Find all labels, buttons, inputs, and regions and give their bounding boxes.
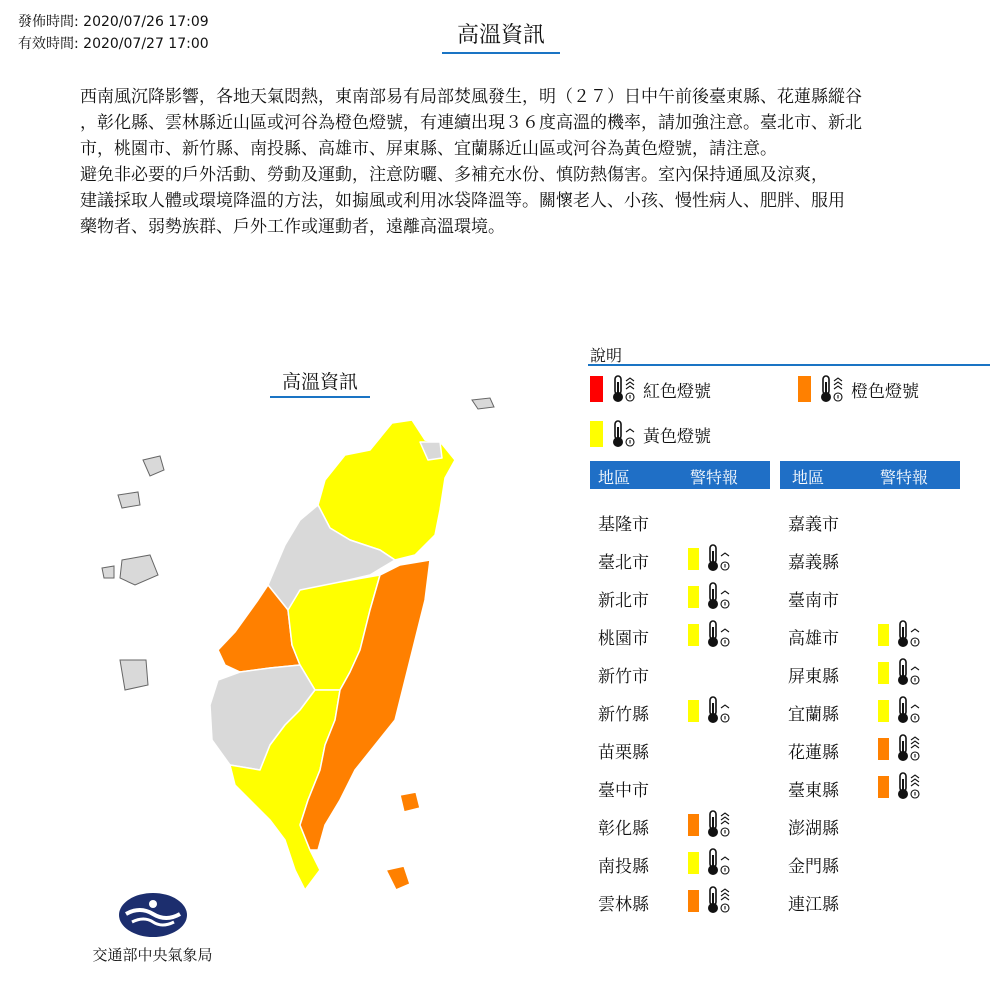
table-header-left bbox=[590, 461, 770, 489]
thermometer-icon bbox=[706, 581, 732, 611]
thermometer-icon bbox=[611, 419, 637, 449]
thermometer-icon bbox=[896, 695, 922, 725]
table-row bbox=[598, 695, 798, 725]
orange-alert-swatch bbox=[878, 776, 889, 798]
table-row bbox=[788, 543, 988, 573]
thermometer-icon bbox=[706, 847, 732, 877]
legend-label: 紅色燈號 bbox=[643, 381, 711, 402]
thermometer-icon bbox=[819, 374, 845, 404]
page-title: 高溫資訊 bbox=[442, 18, 560, 54]
penghu-island bbox=[143, 456, 164, 476]
description-line: 藥物者、弱勢族群、戶外工作或運動者，遠離高溫環境。 bbox=[80, 217, 505, 237]
table-row bbox=[598, 885, 798, 915]
thermometer-icon bbox=[706, 809, 732, 839]
region-name: 桃園市 bbox=[598, 629, 649, 649]
thermometer-icon bbox=[896, 733, 922, 763]
description-line: 西南風沉降影響，各地天氣悶熱，東南部易有局部焚風發生，明（２７）日中午前後臺東縣、花蓮縣縱谷 bbox=[80, 87, 862, 107]
penghu-island bbox=[102, 566, 114, 578]
map-title: 高溫資訊 bbox=[270, 367, 370, 398]
table-row bbox=[788, 733, 988, 763]
penghu-island bbox=[120, 555, 158, 585]
table-header-right bbox=[780, 461, 960, 489]
red-swatch bbox=[590, 376, 603, 402]
table-row bbox=[598, 771, 798, 801]
region-name: 臺中市 bbox=[598, 781, 649, 801]
mazu-island bbox=[472, 398, 494, 409]
region-name: 宜蘭縣 bbox=[788, 705, 839, 725]
region-name: 高雄市 bbox=[788, 629, 839, 649]
table-row bbox=[788, 847, 988, 877]
thermometer-icon bbox=[896, 657, 922, 687]
legend-red bbox=[590, 374, 711, 404]
region-name: 新竹市 bbox=[598, 667, 649, 687]
table-row bbox=[788, 809, 988, 839]
table-row bbox=[598, 505, 798, 535]
legend-divider bbox=[588, 364, 990, 366]
table-row bbox=[598, 619, 798, 649]
orange-swatch bbox=[798, 376, 811, 402]
region-name: 臺北市 bbox=[598, 553, 649, 573]
table-row bbox=[788, 581, 988, 611]
header-region: 地區 bbox=[598, 468, 631, 487]
thermometer-icon bbox=[706, 885, 732, 915]
table-row bbox=[598, 733, 798, 763]
region-name: 澎湖縣 bbox=[788, 819, 839, 839]
cwb-logo-icon bbox=[118, 892, 188, 938]
region-name: 嘉義縣 bbox=[788, 553, 839, 573]
yellow-swatch bbox=[590, 421, 603, 447]
region-name: 雲林縣 bbox=[598, 895, 649, 915]
yellow-alert-swatch bbox=[688, 700, 699, 722]
table-row bbox=[788, 885, 988, 915]
yellow-alert-swatch bbox=[878, 662, 889, 684]
region-name: 臺南市 bbox=[788, 591, 839, 611]
thermometer-icon bbox=[706, 695, 732, 725]
description-line: ，彰化縣、雲林縣近山區或河谷為橙色燈號，有連續出現３６度高溫的機率，請加強注意。臺北市、新北 bbox=[80, 113, 862, 133]
issue-time: 發佈時間: 2020/07/26 17:09 bbox=[18, 14, 209, 30]
thermometer-icon bbox=[611, 374, 637, 404]
thermometer-icon bbox=[896, 619, 922, 649]
region-name: 嘉義市 bbox=[788, 515, 839, 535]
description-line: 市，桃園市、新竹縣、南投縣、高雄市、屏東縣、宜蘭縣近山區或河谷為黃色燈號，請注意。 bbox=[80, 139, 777, 159]
description bbox=[80, 84, 950, 240]
region-name: 苗栗縣 bbox=[598, 743, 649, 763]
region-name: 南投縣 bbox=[598, 857, 649, 877]
agency-name: 交通部中央氣象局 bbox=[92, 946, 213, 964]
thermometer-icon bbox=[706, 619, 732, 649]
region-name: 新竹縣 bbox=[598, 705, 649, 725]
orange-alert-swatch bbox=[878, 738, 889, 760]
legend-title: 說明 bbox=[590, 346, 623, 365]
table-row bbox=[788, 771, 988, 801]
valid-time: 有效時間: 2020/07/27 17:00 bbox=[18, 36, 209, 52]
thermometer-icon bbox=[896, 771, 922, 801]
table-row bbox=[598, 657, 798, 687]
region-name: 金門縣 bbox=[788, 857, 839, 877]
table-row bbox=[598, 581, 798, 611]
region-name: 連江縣 bbox=[788, 895, 839, 915]
region-name: 新北市 bbox=[598, 591, 649, 611]
orange-alert-swatch bbox=[688, 814, 699, 836]
description-line: 避免非必要的戶外活動、勞動及運動，注意防曬、多補充水份、慎防熱傷害。室內保持通風及涼爽， bbox=[80, 165, 828, 185]
taiwan-map bbox=[90, 380, 510, 900]
table-row bbox=[598, 809, 798, 839]
legend-label: 橙色燈號 bbox=[851, 381, 919, 402]
region-name: 臺東縣 bbox=[788, 781, 839, 801]
penghu-island bbox=[118, 492, 140, 508]
header-alert: 警特報 bbox=[690, 468, 739, 487]
region-name: 彰化縣 bbox=[598, 819, 649, 839]
legend-orange bbox=[798, 374, 919, 404]
header-alert: 警特報 bbox=[880, 468, 929, 487]
table-row bbox=[598, 847, 798, 877]
region-green-island bbox=[400, 792, 420, 812]
table-row bbox=[788, 619, 988, 649]
orange-alert-swatch bbox=[688, 890, 699, 912]
table-row bbox=[788, 505, 988, 535]
table-row bbox=[598, 543, 798, 573]
description-line: 建議採取人體或環境降溫的方法，如搧風或利用冰袋降溫等。關懷老人、小孩、慢性病人、肥胖、服用 bbox=[80, 191, 845, 211]
legend-yellow bbox=[590, 419, 711, 449]
region-name: 基隆市 bbox=[598, 515, 649, 535]
legend-label: 黃色燈號 bbox=[643, 426, 711, 447]
region-name: 花蓮縣 bbox=[788, 743, 839, 763]
yellow-alert-swatch bbox=[688, 548, 699, 570]
yellow-alert-swatch bbox=[688, 586, 699, 608]
header-region: 地區 bbox=[792, 468, 825, 487]
penghu-island bbox=[120, 660, 148, 690]
table-row bbox=[788, 657, 988, 687]
region-name: 屏東縣 bbox=[788, 667, 839, 687]
region-orchid-island bbox=[386, 866, 410, 890]
thermometer-icon bbox=[706, 543, 732, 573]
yellow-alert-swatch bbox=[688, 624, 699, 646]
yellow-alert-swatch bbox=[878, 624, 889, 646]
yellow-alert-swatch bbox=[688, 852, 699, 874]
table-row bbox=[788, 695, 988, 725]
yellow-alert-swatch bbox=[878, 700, 889, 722]
